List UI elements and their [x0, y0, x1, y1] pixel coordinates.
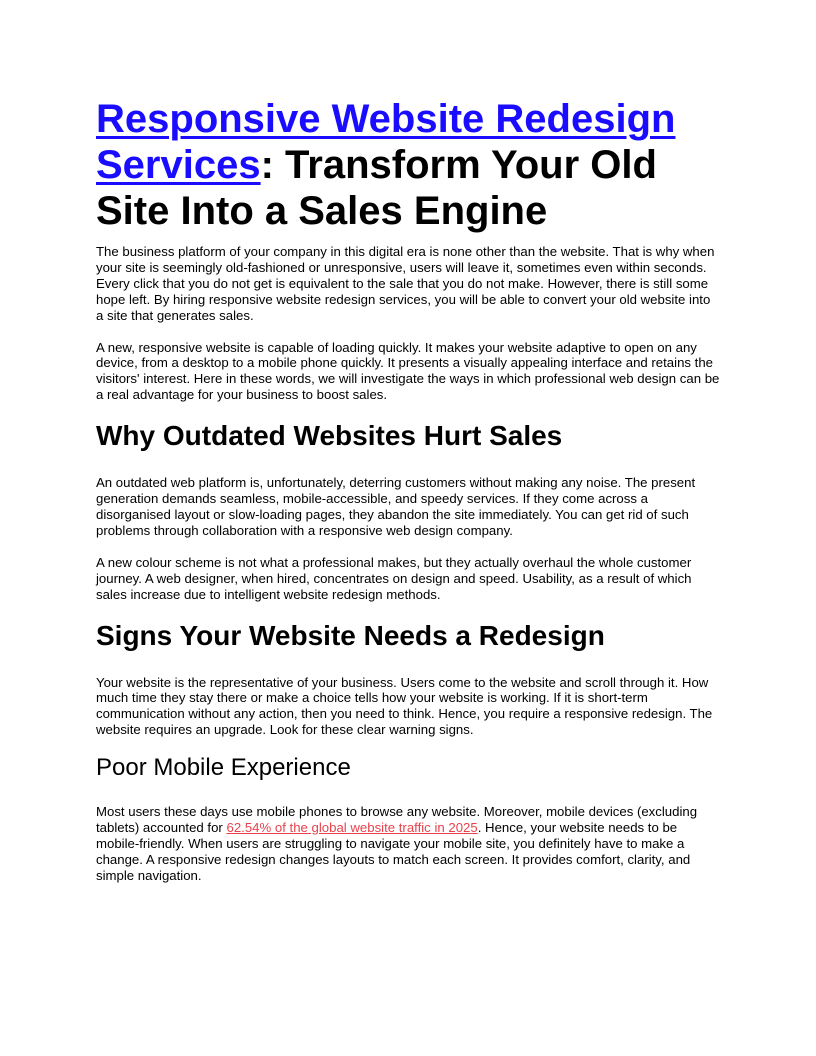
intro-paragraph-1: The business platform of your company in this digital era is none other than the website. That is why when your site is seemingly old-fashioned or unresponsive, users will leave it, sometimes even within seconds. Every click that you do not get is equivalent to the sale that you do not make. However, there is still some hope left. By hiring responsive website redesign services, you will be able to convert your old website into a site that generates sales.: [96, 244, 715, 323]
intro-paragraph-2: A new, responsive website is capable of loading quickly. It makes your website adaptive to open on any device, from a desktop to a mobile phone quickly. It presents a visually appealing interface and retains the visitors' interest. Here in these words, we will investigate the ways in which professional web design can be a real advantage for your business to boost sales.: [96, 339, 720, 403]
page-title: [96, 96, 720, 234]
signs-paragraph: Your website is the representative of your business. Users come to the website and scroll through it. How much time they stay there or make a choice tells how your website is working. If it is short-term communication without any action, then you need to think. Hence, you require a responsive redesign. The website requires an upgrade. Look for these clear warning signs.: [96, 674, 713, 738]
section-heading-outdated: Why Outdated Websites Hurt Sales: [96, 420, 563, 452]
mobile-text-before: Most users these days use mobile phones to browse any website. Moreover, mobile devices (excluding tablets) accounted for: [96, 804, 698, 836]
traffic-stat-link[interactable]: 62.54% of the global website traffic in 2025: [226, 820, 478, 836]
subsection-heading-mobile: Poor Mobile Experience: [96, 754, 351, 782]
title-link[interactable]: Responsive Website Redesign Services: [96, 97, 676, 187]
document-page: [96, 96, 720, 900]
title-rest: : Transform Your Old Site Into a Sales Engine: [96, 143, 657, 233]
mobile-text-after: . Hence, your website needs to be mobile-friendly. When users are struggling to navigate your mobile site, you definitely have to make a change. A responsive redesign changes layouts to match each screen. It provides comfort, clarity, and simple navigation.: [96, 820, 691, 883]
outdated-paragraph-1: An outdated web platform is, unfortunately, deterring customers without making any noise. The present generation demands seamless, mobile-accessible, and speedy services. If they come across a disorganised layout or slow-loading pages, they abandon the site immediately. You can get rid of such problems through collaboration with a responsive web design company.: [96, 475, 696, 538]
mobile-paragraph: [96, 804, 720, 884]
outdated-paragraph-2: A new colour scheme is not what a professional makes, but they actually overhaul the whole customer journey. A web designer, when hired, concentrates on design and speed. Usability, as a result of which sales increase due to intelligent website redesign methods.: [96, 554, 692, 602]
section-heading-signs: Signs Your Website Needs a Redesign: [96, 619, 605, 651]
